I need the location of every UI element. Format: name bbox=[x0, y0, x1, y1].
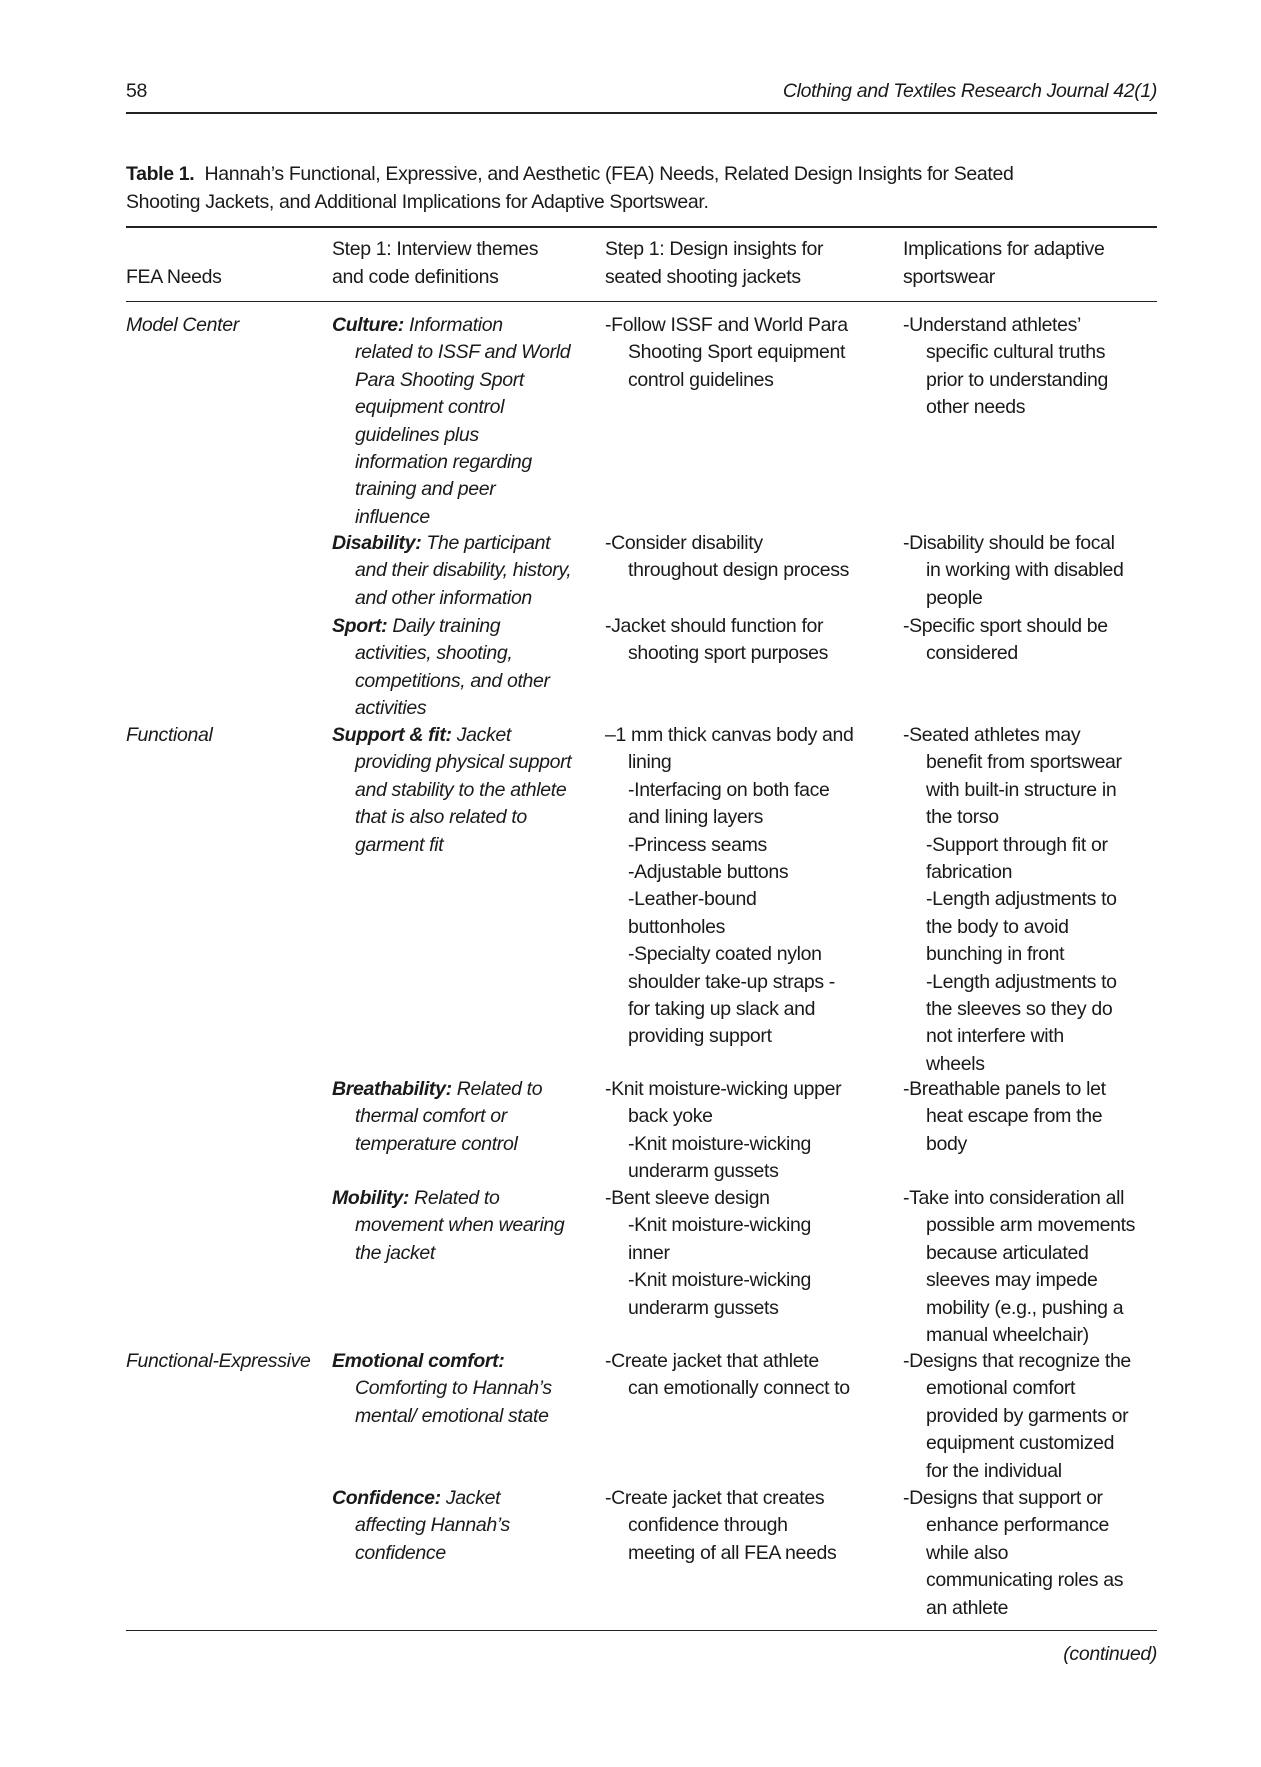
implication-line: -Take into consideration all bbox=[903, 1187, 1125, 1209]
insight-line: for taking up slack and bbox=[628, 997, 816, 1020]
insight-line: can emotionally connect to bbox=[628, 1377, 850, 1400]
insight-cell bbox=[605, 1348, 850, 1403]
journal-title: Clothing and Textiles Research Journal 42(1) bbox=[782, 80, 1157, 102]
insight-cell bbox=[605, 1485, 836, 1567]
theme-definition: Related to bbox=[456, 1078, 543, 1100]
implication-line: mobility (e.g., pushing a bbox=[926, 1296, 1124, 1319]
theme-line: activities bbox=[355, 697, 427, 720]
implication-line: the sleeves so they do bbox=[926, 997, 1113, 1020]
column-header: and code definitions bbox=[332, 265, 499, 288]
insight-line: inner bbox=[628, 1241, 670, 1264]
insight-line: -Knit moisture-wicking bbox=[628, 1269, 812, 1292]
insight-cell bbox=[605, 312, 848, 394]
insight-line: -Interfacing on both face bbox=[628, 778, 830, 801]
insight-line: -Princess seams bbox=[628, 833, 767, 856]
theme-definition: Related to bbox=[414, 1187, 500, 1209]
insight-cell bbox=[605, 1076, 841, 1186]
insight-cell bbox=[605, 722, 854, 1051]
implication-line: -Breathable panels to let bbox=[903, 1078, 1106, 1100]
theme-term: Sport: bbox=[332, 615, 388, 637]
theme-line bbox=[332, 312, 570, 339]
theme-term: Breathability: bbox=[332, 1078, 452, 1100]
theme-term: Confidence: bbox=[332, 1487, 441, 1509]
theme-line: influence bbox=[355, 505, 430, 528]
theme-cell bbox=[332, 1185, 564, 1267]
insight-line: -Adjustable buttons bbox=[628, 860, 789, 883]
table-top-rule bbox=[126, 226, 1157, 228]
implication-line: emotional comfort bbox=[926, 1377, 1076, 1400]
insight-line: providing support bbox=[628, 1025, 772, 1048]
table-caption-line-2: Shooting Jackets, and Additional Implications for Adaptive Sportswear. bbox=[126, 191, 709, 213]
insight-line: -Create jacket that creates bbox=[605, 1487, 825, 1509]
implication-line: because articulated bbox=[926, 1241, 1089, 1264]
theme-cell bbox=[332, 1348, 552, 1430]
column-header: seated shooting jackets bbox=[605, 265, 801, 288]
theme-line: the jacket bbox=[355, 1241, 435, 1264]
implication-line: equipment customized bbox=[926, 1432, 1115, 1455]
implication-cell bbox=[903, 613, 1108, 668]
theme-line bbox=[332, 1485, 510, 1512]
implication-line: manual wheelchair) bbox=[926, 1323, 1089, 1346]
implication-line: an athlete bbox=[926, 1596, 1009, 1619]
theme-cell bbox=[332, 613, 550, 723]
insight-line: -Knit moisture-wicking upper bbox=[605, 1078, 842, 1100]
implication-line: provided by garments or bbox=[926, 1404, 1129, 1427]
column-header: sportswear bbox=[903, 265, 995, 288]
insight-line: back yoke bbox=[628, 1105, 713, 1128]
insight-line: underarm gussets bbox=[628, 1160, 779, 1183]
implication-line: -Support through fit or bbox=[926, 833, 1108, 856]
theme-term: Mobility: bbox=[332, 1187, 410, 1209]
insight-line: meeting of all FEA needs bbox=[628, 1541, 837, 1564]
theme-line: guidelines plus bbox=[355, 423, 479, 446]
theme-term: Emotional comfort: bbox=[332, 1350, 505, 1372]
theme-line: related to ISSF and World bbox=[355, 341, 571, 364]
implication-line: in working with disabled bbox=[926, 559, 1124, 582]
implication-line: possible arm movements bbox=[926, 1214, 1136, 1237]
implication-line: sleeves may impede bbox=[926, 1269, 1098, 1292]
theme-line: Comforting to Hannah’s bbox=[355, 1377, 552, 1400]
caption-text: Hannah’s Functional, Expressive, and Aesthetic (FEA) Needs, Related Design Insights for Seated bbox=[204, 163, 1014, 185]
theme-line: and other information bbox=[355, 586, 532, 609]
implication-line: -Designs that recognize the bbox=[903, 1350, 1131, 1372]
theme-line: mental/ emotional state bbox=[355, 1404, 549, 1427]
theme-line: providing physical support bbox=[355, 751, 572, 774]
implication-line: with built-in structure in bbox=[926, 778, 1117, 801]
implication-cell bbox=[903, 1485, 1123, 1622]
theme-line: confidence bbox=[355, 1541, 446, 1564]
theme-definition: Jacket bbox=[456, 724, 511, 746]
implication-line: bunching in front bbox=[926, 943, 1065, 966]
theme-line: movement when wearing bbox=[355, 1214, 565, 1237]
insight-line: -Bent sleeve design bbox=[605, 1187, 770, 1209]
theme-line: affecting Hannah’s bbox=[355, 1514, 510, 1537]
insight-line: -Consider disability bbox=[605, 532, 763, 554]
header-rule bbox=[126, 112, 1157, 114]
insight-line: throughout design process bbox=[628, 559, 850, 582]
theme-line bbox=[332, 722, 571, 749]
fea-need: Functional-Expressive bbox=[126, 1350, 311, 1372]
implication-line: the torso bbox=[926, 806, 999, 829]
theme-cell bbox=[332, 312, 570, 531]
implication-line: other needs bbox=[926, 396, 1026, 419]
insight-line: shooting sport purposes bbox=[628, 642, 829, 665]
implication-line: considered bbox=[926, 642, 1018, 665]
implication-line: -Designs that support or bbox=[903, 1487, 1103, 1509]
theme-line bbox=[332, 1185, 564, 1212]
column-header: Step 1: Interview themes bbox=[332, 238, 539, 260]
implication-line: benefit from sportswear bbox=[926, 751, 1122, 774]
column-header: Step 1: Design insights for bbox=[605, 238, 824, 260]
continued-note: (continued) bbox=[1063, 1643, 1157, 1665]
page-number: 58 bbox=[126, 80, 147, 102]
theme-definition: Daily training bbox=[392, 615, 501, 637]
insight-line: underarm gussets bbox=[628, 1296, 779, 1319]
theme-line bbox=[332, 1348, 552, 1375]
column-header: Implications for adaptive bbox=[903, 238, 1105, 260]
theme-line: and stability to the athlete bbox=[355, 778, 567, 801]
implication-cell bbox=[903, 1185, 1135, 1349]
insight-line: -Knit moisture-wicking bbox=[628, 1214, 812, 1237]
table-caption-line-1 bbox=[126, 161, 1013, 189]
insight-cell bbox=[605, 613, 828, 668]
implication-line: enhance performance bbox=[926, 1514, 1110, 1537]
implication-line: the body to avoid bbox=[926, 915, 1069, 938]
theme-line: garment fit bbox=[355, 833, 444, 856]
theme-line: thermal comfort or bbox=[355, 1105, 507, 1128]
insight-line: -Jacket should function for bbox=[605, 615, 824, 637]
theme-cell bbox=[332, 530, 571, 612]
table-bottom-rule bbox=[126, 1630, 1157, 1631]
insight-line: -Leather-bound bbox=[628, 888, 757, 911]
fea-need: Model Center bbox=[126, 314, 239, 336]
implication-line: people bbox=[926, 586, 983, 609]
theme-line: that is also related to bbox=[355, 806, 527, 829]
theme-cell bbox=[332, 1076, 542, 1158]
table-label: Table 1. bbox=[126, 163, 195, 185]
theme-line: equipment control bbox=[355, 396, 505, 419]
insight-line: control guidelines bbox=[628, 368, 774, 391]
theme-line: Para Shooting Sport bbox=[355, 368, 524, 391]
implication-line: -Length adjustments to bbox=[926, 970, 1117, 993]
theme-cell bbox=[332, 722, 571, 859]
theme-line bbox=[332, 613, 550, 640]
insight-line: –1 mm thick canvas body and bbox=[605, 724, 854, 746]
theme-definition: Information bbox=[409, 314, 503, 336]
implication-line: -Understand athletes’ bbox=[903, 314, 1082, 336]
implication-cell bbox=[903, 1076, 1106, 1158]
theme-cell bbox=[332, 1485, 510, 1567]
insight-line: -Specialty coated nylon bbox=[628, 943, 822, 966]
fea-need: Functional bbox=[126, 724, 213, 746]
implication-line: -Disability should be focal bbox=[903, 532, 1115, 554]
theme-line: and their disability, history, bbox=[355, 559, 572, 582]
theme-line bbox=[332, 530, 571, 557]
implication-line: heat escape from the bbox=[926, 1105, 1103, 1128]
insight-line: -Create jacket that athlete bbox=[605, 1350, 819, 1372]
insight-line: Shooting Sport equipment bbox=[628, 341, 846, 364]
insight-line: -Knit moisture-wicking bbox=[628, 1132, 812, 1155]
implication-line: -Seated athletes may bbox=[903, 724, 1081, 746]
implication-line: communicating roles as bbox=[926, 1569, 1124, 1592]
theme-term: Culture: bbox=[332, 314, 404, 336]
implication-line: -Length adjustments to bbox=[926, 888, 1117, 911]
theme-term: Disability: bbox=[332, 532, 422, 554]
implication-line: prior to understanding bbox=[926, 368, 1109, 391]
insight-cell bbox=[605, 530, 849, 585]
theme-line: activities, shooting, bbox=[355, 642, 513, 665]
insight-line: buttonholes bbox=[628, 915, 725, 938]
implication-line: while also bbox=[926, 1541, 1009, 1564]
theme-line: training and peer bbox=[355, 478, 496, 501]
implication-line: wheels bbox=[926, 1052, 985, 1075]
implication-line: body bbox=[926, 1132, 967, 1155]
theme-line: temperature control bbox=[355, 1132, 518, 1155]
insight-line: -Follow ISSF and World Para bbox=[605, 314, 848, 336]
implication-line: -Specific sport should be bbox=[903, 615, 1108, 637]
implication-line: not interfere with bbox=[926, 1025, 1064, 1048]
theme-line: competitions, and other bbox=[355, 669, 550, 692]
implication-line: for the individual bbox=[926, 1459, 1062, 1482]
table-header-rule bbox=[126, 301, 1157, 302]
implication-cell bbox=[903, 530, 1124, 612]
insight-cell bbox=[605, 1185, 811, 1322]
theme-definition: Jacket bbox=[445, 1487, 501, 1509]
insight-line: lining bbox=[628, 751, 672, 774]
implication-line: specific cultural truths bbox=[926, 341, 1106, 364]
theme-term: Support & fit: bbox=[332, 724, 452, 746]
insight-line: confidence through bbox=[628, 1514, 788, 1537]
insight-line: and lining layers bbox=[628, 806, 763, 829]
theme-definition: The participant bbox=[426, 532, 551, 554]
implication-cell bbox=[903, 722, 1122, 1078]
insight-line: shoulder take-up straps - bbox=[628, 970, 835, 993]
implication-cell bbox=[903, 312, 1108, 422]
implication-line: fabrication bbox=[926, 860, 1013, 883]
theme-line: information regarding bbox=[355, 450, 532, 473]
implication-cell bbox=[903, 1348, 1131, 1485]
column-header: FEA Needs bbox=[126, 265, 222, 288]
theme-line bbox=[332, 1076, 542, 1103]
